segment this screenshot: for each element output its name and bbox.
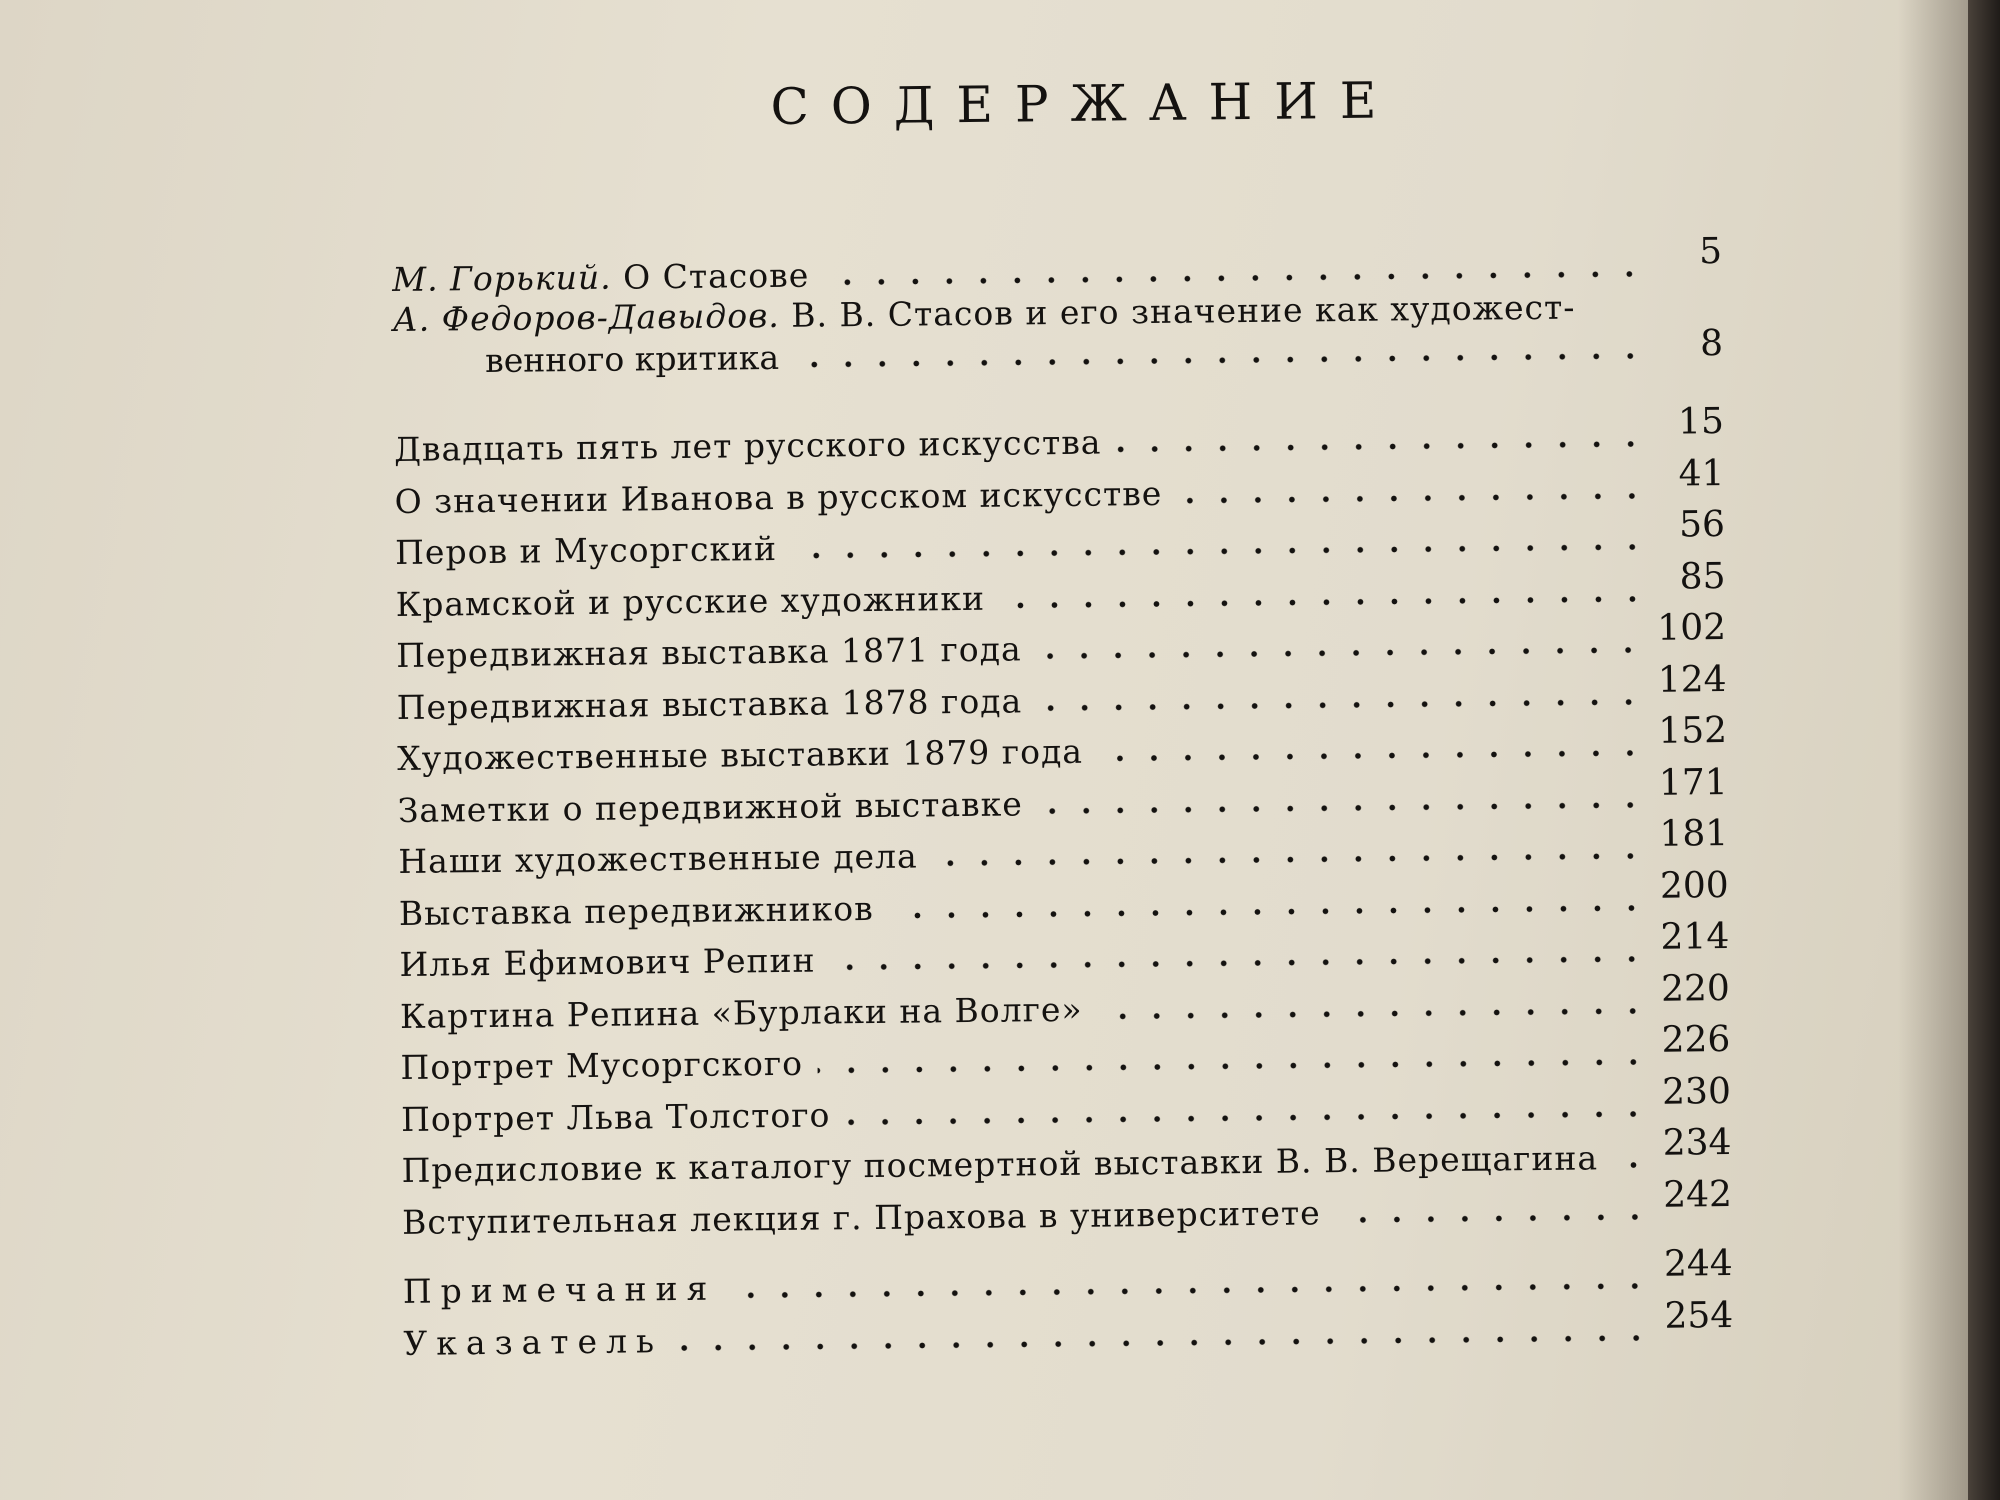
toc-entry (402, 1243, 1733, 1312)
entry-title: Наши художественные дела (398, 836, 918, 881)
page-number: 85 (1679, 555, 1726, 598)
entry-title: Передвижная выставка 1878 года (396, 680, 1023, 727)
entry-title: Предисловие к каталогу посмертной выставки В. В. Верещагина (401, 1138, 1599, 1190)
contents-sheet (390, 45, 1794, 1439)
entry-title: Картина Репина «Бурлаки на Волге» (399, 989, 1083, 1036)
page-number: 234 (1662, 1122, 1732, 1164)
dot-leader (791, 542, 1649, 561)
dot-leader (1097, 1005, 1650, 1021)
toc-entry (403, 1295, 1734, 1364)
page-number: 102 (1657, 607, 1727, 649)
toc-entry (399, 916, 1730, 985)
page-number: 230 (1661, 1070, 1732, 1113)
toc-entry (397, 761, 1728, 831)
entry-title: Передвижная выставка 1871 года (396, 629, 1022, 675)
toc-entry (398, 864, 1729, 934)
page-number: 214 (1660, 916, 1730, 958)
dot-leader (677, 1333, 1653, 1353)
page-number: 152 (1658, 710, 1728, 752)
entry-title: Выставка передвижников (398, 888, 874, 933)
entry-label (392, 256, 809, 300)
page-number: 220 (1660, 967, 1731, 1010)
dot-leader (793, 351, 1647, 370)
toc-entry (395, 555, 1726, 625)
dot-leader (830, 954, 1649, 973)
dot-leader (1176, 490, 1648, 505)
dot-leader (1036, 696, 1646, 712)
entry-title: Перов и Мусоргский (394, 528, 778, 572)
dot-leader (1036, 645, 1646, 661)
toc-entry (393, 401, 1725, 470)
page-number: 254 (1664, 1295, 1734, 1337)
entry-title: Портрет Мусоргского (400, 1043, 804, 1087)
toc-entry (401, 1173, 1733, 1243)
dot-leader (1335, 1211, 1652, 1224)
entry-title: Указатель (403, 1321, 664, 1363)
page-number: 8 (1699, 323, 1724, 365)
page-number: 226 (1661, 1019, 1731, 1061)
toc-entry (394, 504, 1726, 573)
entry-title: Художественные выставки 1879 года (397, 731, 1084, 778)
page-number: 5 (1698, 231, 1723, 273)
dot-leader (1115, 439, 1648, 455)
dot-leader (932, 851, 1648, 868)
toc-entry (401, 1122, 1732, 1191)
dot-leader (817, 1057, 1650, 1076)
toc-entry (397, 710, 1728, 779)
entry-title: Двадцать пять лет русского искусства (393, 422, 1102, 469)
dot-leader (1612, 1160, 1651, 1170)
entry-title: Заметки о передвижной выставке (397, 783, 1023, 830)
entry-title: Вступительная лекция г. Прахова в университете (401, 1192, 1321, 1242)
entry-title: В. В. Стасов и его значение как художест- (791, 287, 1576, 335)
page-number: 200 (1659, 864, 1729, 907)
page-number: 124 (1657, 658, 1727, 701)
toc-entry (396, 658, 1727, 728)
toc-entry (399, 967, 1731, 1037)
toc-entry (396, 607, 1727, 676)
dot-leader (823, 269, 1646, 288)
entry-title: Илья Ефимович Репин (399, 940, 816, 984)
dot-leader (1097, 748, 1647, 764)
entry-title: Крамской и русские художники (395, 578, 986, 624)
entry-title: Примечания (402, 1268, 717, 1311)
page-number: 171 (1658, 761, 1728, 804)
page-title: СОДЕРЖАНИЕ (770, 71, 1399, 137)
entry-title: Портрет Льва Толстого (400, 1094, 831, 1139)
entry-title: О Стасове (622, 255, 810, 297)
dot-leader (888, 902, 1649, 920)
page-number: 56 (1678, 504, 1726, 546)
dot-leader (844, 1108, 1650, 1126)
page-number: 15 (1677, 401, 1725, 443)
entry-title: О значении Иванова в русском искусстве (394, 473, 1163, 521)
dot-leader (999, 593, 1650, 610)
dot-leader (1037, 799, 1647, 815)
page-number: 244 (1663, 1243, 1733, 1285)
toc-entry (400, 1070, 1732, 1140)
toc-entry (398, 813, 1729, 882)
dot-leader (730, 1281, 1652, 1301)
entry-author: М. Горький. (392, 257, 612, 299)
page-number: 242 (1663, 1173, 1733, 1216)
entry-author: А. Федоров-Давыдов. (392, 295, 780, 339)
page-number: 181 (1659, 813, 1729, 855)
toc-entry (394, 452, 1725, 522)
page-number: 41 (1678, 452, 1725, 495)
entry-title-continuation: венного критика (484, 337, 780, 381)
toc-entry (400, 1019, 1731, 1088)
book-spine (1968, 0, 2000, 1500)
